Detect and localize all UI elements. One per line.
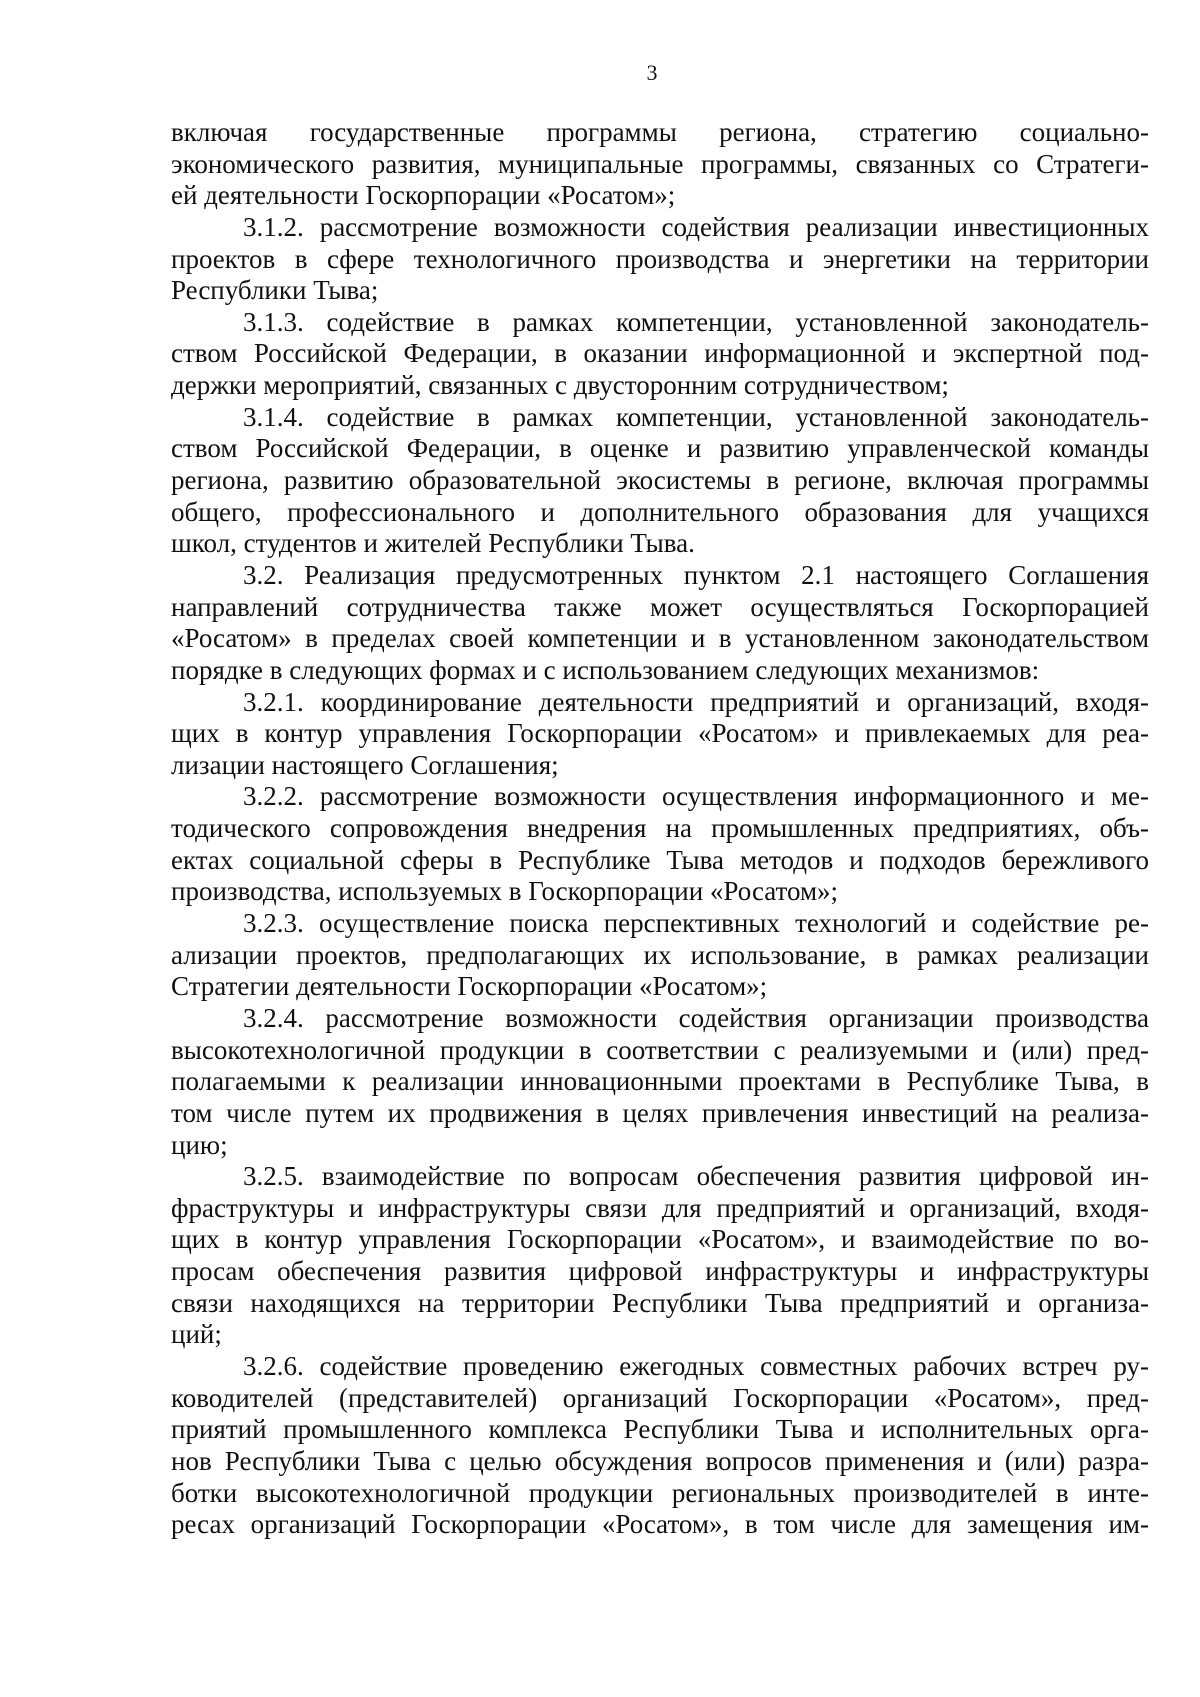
- text-line: 3.2.6. содействие проведению ежегодных совместных рабочих встреч ру-: [243, 1350, 1149, 1381]
- text-line: ций;: [171, 1319, 222, 1350]
- text-line: ботки высокотехнологичной продукции региональных производителей в инте-: [171, 1477, 1149, 1508]
- text-line: экономического развития, муниципальные программы, связанных со Стратеги-: [171, 148, 1149, 179]
- text-line: полагаемыми к реализации инновационными проектами в Республике Тыва, в: [171, 1066, 1149, 1097]
- text-line: направлений сотрудничества также может осуществляться Госкорпорацией: [171, 591, 1149, 622]
- text-line: порядке в следующих формах и с использованием следующих механизмов:: [171, 654, 1040, 685]
- text-line: 3.1.2. рассмотрение возможности содействия реализации инвестиционных: [243, 211, 1149, 242]
- text-line: региона, развитию образовательной экосистемы в регионе, включая программы: [171, 465, 1149, 496]
- text-line: ством Российской Федерации, в оценке и развитию управленческой команды: [171, 433, 1149, 464]
- text-line: проектов в сфере технологичного производства и энергетики на территории: [171, 243, 1149, 274]
- text-line: 3.2. Реализация предусмотренных пунктом 2.1 настоящего Соглашения: [243, 559, 1149, 590]
- text-line: щих в контур управления Госкорпорации «Росатом», и взаимодействие по во-: [171, 1224, 1149, 1255]
- text-line: «Росатом» в пределах своей компетенции и в установленном законодательством: [171, 623, 1149, 654]
- text-line: ством Российской Федерации, в оказании информационной и экспертной под-: [171, 338, 1149, 369]
- text-line: тодического сопровождения внедрения на промышленных предприятиях, объ-: [171, 813, 1149, 844]
- text-line: 3.1.4. содействие в рамках компетенции, установленной законодатель-: [243, 401, 1149, 432]
- text-line: фраструктуры и инфраструктуры связи для предприятий и организаций, входя-: [171, 1192, 1149, 1223]
- text-line: ководителей (представителей) организаций Госкорпорации «Росатом», пред-: [171, 1382, 1149, 1413]
- text-line: ресах организаций Госкорпорации «Росатом», в том числе для замещения им-: [171, 1509, 1149, 1540]
- text-line: Стратегии деятельности Госкорпорации «Росатом»;: [171, 971, 768, 1002]
- text-line: 3.2.2. рассмотрение возможности осуществления информационного и ме-: [243, 781, 1149, 812]
- text-line: 3.2.4. рассмотрение возможности содействия организации производства: [243, 1002, 1149, 1033]
- text-line: держки мероприятий, связанных с двусторонним сотрудничеством;: [171, 370, 949, 401]
- text-line: связи находящихся на территории Республики Тыва предприятий и организа-: [171, 1287, 1149, 1318]
- text-line: Республики Тыва;: [171, 275, 379, 306]
- text-line: 3.2.5. взаимодействие по вопросам обеспечения развития цифровой ин-: [243, 1161, 1149, 1192]
- text-line: нов Республики Тыва с целью обсуждения вопросов применения и (или) разра-: [171, 1445, 1149, 1476]
- text-line: том числе путем их продвижения в целях привлечения инвестиций на реализа-: [171, 1097, 1149, 1128]
- text-line: щих в контур управления Госкорпорации «Росатом» и привлекаемых для реа-: [171, 718, 1149, 749]
- text-line: просам обеспечения развития цифровой инфраструктуры и инфраструктуры: [171, 1256, 1149, 1287]
- text-line: ей деятельности Госкорпорации «Росатом»;: [171, 180, 676, 211]
- document-body: [171, 117, 1149, 1541]
- text-line: лизации настоящего Соглашения;: [171, 749, 559, 780]
- text-line: 3.1.3. содействие в рамках компетенции, установленной законодатель-: [243, 306, 1149, 337]
- text-line: школ, студентов и жителей Республики Тыва.: [171, 528, 695, 559]
- text-line: производства, используемых в Госкорпорации «Росатом»;: [171, 876, 839, 907]
- text-line: приятий промышленного комплекса Республики Тыва и исполнительных орга-: [171, 1414, 1149, 1445]
- text-line: ектах социальной сферы в Республике Тыва методов и подходов бережливого: [171, 844, 1149, 875]
- text-line: включая государственные программы региона, стратегию социально-: [171, 117, 1149, 147]
- text-line: цию;: [171, 1129, 228, 1160]
- text-line: 3.2.1. координирование деятельности предприятий и организаций, входя-: [243, 686, 1149, 717]
- text-line: высокотехнологичной продукции в соответствии с реализуемыми и (или) пред-: [171, 1034, 1149, 1065]
- text-line: общего, профессионального и дополнительного образования для учащихся: [171, 496, 1149, 527]
- text-line: ализации проектов, предполагающих их использование, в рамках реализации: [171, 939, 1149, 970]
- text-line: 3.2.3. осуществление поиска перспективных технологий и содействие ре-: [243, 908, 1149, 939]
- page-number: 3: [646, 60, 658, 85]
